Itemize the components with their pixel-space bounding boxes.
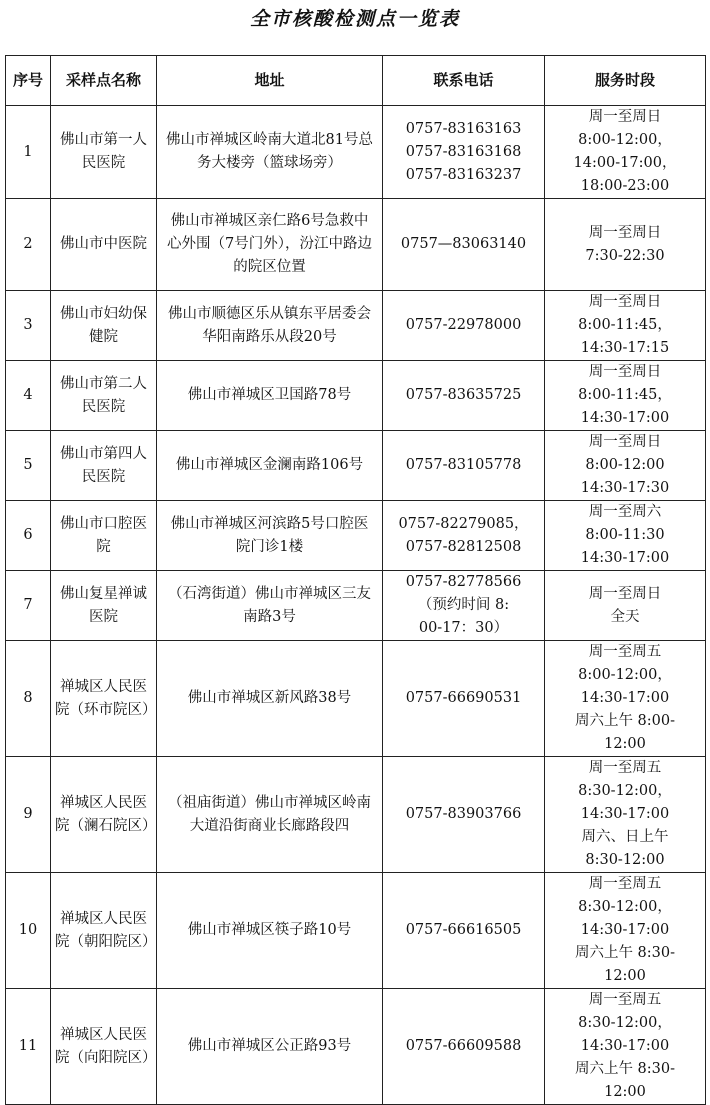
cell-phone [383,757,545,873]
hours-line: 18:00-23:00 [580,178,670,194]
cell-index: 6 [6,501,51,571]
hours-line: 14:30-17:30 [580,480,670,496]
hours-line: 8:30-12:00 [585,852,665,868]
cell-hours [545,291,706,361]
cell-address: （石湾街道）佛山市禅城区三友南路3号 [157,571,383,641]
header-name: 采样点名称 [51,56,157,106]
hours-line: 周六上午 8:30- [574,1061,676,1077]
table-body [6,106,706,1105]
cell-name: 佛山市第一人民医院 [51,106,157,199]
cell-address: 佛山市禅城区岭南大道北81号总务大楼旁（篮球场旁） [157,106,383,199]
cell-hours [545,199,706,291]
table-row [6,757,706,873]
hours-line: 周一至周日 [588,434,662,450]
phone-line: 0757-22978000 [405,317,522,333]
cell-address: 佛山市顺德区乐从镇东平居委会华阳南路乐从段20号 [157,291,383,361]
cell-phone [383,641,545,757]
cell-hours [545,106,706,199]
cell-hours [545,431,706,501]
cell-name: 佛山市口腔医院 [51,501,157,571]
table-row [6,501,706,571]
phone-line: 0757-83163168 [405,143,522,160]
hours-line: 14:30-17:00 [580,806,670,822]
testing-sites-table [5,55,706,1105]
hours-line: 周一至周五 [588,760,662,776]
cell-index: 7 [6,571,51,641]
table-row [6,641,706,757]
hours-line: 14:30-17:00 [580,410,670,426]
hours-line: 周一至周日 [588,585,662,602]
cell-name: 佛山市中医院 [51,199,157,291]
hours-line: 周一至周五 [588,992,662,1008]
phone-line: 0757-83163237 [405,166,522,183]
cell-phone [383,106,545,199]
phone-line: 00-17：30） [418,620,509,636]
table-row [6,199,706,291]
phone-line: 0757-66616505 [405,922,522,938]
table-row [6,361,706,431]
hours-line: 8:00-11:45， [578,387,672,403]
page-title: 全市核酸检测点一览表 [249,8,460,30]
cell-index: 2 [6,199,51,291]
hours-line: 12:00 [604,736,646,752]
phone-line: 0757-66609588 [405,1038,522,1054]
hours-line: 8:00-11:30 [585,527,665,543]
cell-name: 佛山复星禅诚医院 [51,571,157,641]
phone-line: 0757-83635725 [405,387,522,403]
table-row [6,431,706,501]
table-row [6,989,706,1105]
hours-line: 12:00 [604,1084,646,1100]
cell-phone [383,291,545,361]
cell-phone [383,501,545,571]
table-row [6,873,706,989]
cell-name: 佛山市第四人民医院 [51,431,157,501]
table-header-row [6,56,706,106]
table-row [6,291,706,361]
phone-line: （预约时间 8: [417,597,510,613]
phone-line: 0757-83903766 [405,806,522,822]
cell-hours [545,501,706,571]
hours-line: 周一至周五 [588,876,662,892]
cell-hours [545,873,706,989]
cell-index: 10 [6,873,51,989]
hours-line: 14:30-17:00 [580,922,670,938]
cell-address: （祖庙街道）佛山市禅城区岭南大道沿街商业长廊路段四 [157,757,383,873]
hours-line: 14:30-17:00 [580,690,670,706]
hours-line: 8:00-11:45， [578,317,672,333]
cell-hours [545,361,706,431]
cell-hours [545,641,706,757]
phone-line: 0757-83105778 [405,457,522,473]
hours-line: 8:00-12:00， [578,132,672,148]
cell-index: 1 [6,106,51,199]
hours-line: 8:30-12:00， [578,899,672,915]
cell-phone [383,361,545,431]
cell-phone [383,989,545,1105]
hours-line: 8:30-12:00， [578,1015,672,1031]
hours-line: 8:00-12:00， [578,667,672,683]
hours-line: 7:30-22:30 [585,247,665,264]
cell-name: 佛山市第二人民医院 [51,361,157,431]
cell-index: 5 [6,431,51,501]
cell-hours [545,989,706,1105]
hours-line: 周六、日上午 [581,829,669,845]
cell-address: 佛山市禅城区新风路38号 [157,641,383,757]
cell-phone [383,199,545,291]
hours-line: 8:00-12:00 [585,457,665,473]
cell-hours [545,571,706,641]
phone-line: 0757-82279085， [398,515,529,532]
hours-line: 14:30-17:00 [580,550,670,566]
hours-line: 全天 [610,608,640,625]
cell-phone [383,873,545,989]
phone-line: 0757—83063140 [400,236,527,252]
cell-name: 禅城区人民医院（向阳院区） [51,989,157,1105]
phone-line: 0757-82812508 [405,538,522,555]
cell-address: 佛山市禅城区河滨路5号口腔医院门诊1楼 [157,501,383,571]
phone-line: 0757-83163163 [405,120,522,137]
cell-index: 8 [6,641,51,757]
hours-line: 周六上午 8:00- [574,713,676,729]
hours-line: 周一至周五 [588,644,662,660]
cell-address: 佛山市禅城区卫国路78号 [157,361,383,431]
cell-index: 9 [6,757,51,873]
phone-line: 0757-82778566 [405,574,522,590]
hours-line: 14:30-17:00 [580,1038,670,1054]
table-row [6,571,706,641]
cell-name: 禅城区人民医院（澜石院区） [51,757,157,873]
hours-line: 14:30-17:15 [580,340,670,356]
cell-address: 佛山市禅城区公正路93号 [157,989,383,1105]
hours-line: 周一至周日 [588,364,662,380]
phone-line: 0757-66690531 [405,690,522,706]
hours-line: 周一至周六 [588,504,662,520]
cell-name: 禅城区人民医院（环市院区） [51,641,157,757]
cell-index: 3 [6,291,51,361]
hours-line: 8:30-12:00， [578,783,672,799]
header-address: 地址 [157,56,383,106]
cell-hours [545,757,706,873]
hours-line: 周一至周日 [588,224,662,241]
header-phone: 联系电话 [383,56,545,106]
cell-index: 4 [6,361,51,431]
hours-line: 周一至周日 [588,294,662,310]
cell-address: 佛山市禅城区金澜南路106号 [157,431,383,501]
header-hours: 服务时段 [545,56,706,106]
cell-name: 禅城区人民医院（朝阳院区） [51,873,157,989]
cell-name: 佛山市妇幼保健院 [51,291,157,361]
cell-phone [383,431,545,501]
hours-line: 周六上午 8:30- [574,945,676,961]
cell-index: 11 [6,989,51,1105]
hours-line: 周一至周日 [588,109,662,125]
table-row [6,106,706,199]
cell-address: 佛山市禅城区筷子路10号 [157,873,383,989]
header-index: 序号 [6,56,51,106]
hours-line: 14:00-17:00， [573,155,677,171]
cell-address: 佛山市禅城区亲仁路6号急救中心外围（7号门外），汾江中路边的院区位置 [157,199,383,291]
hours-line: 12:00 [604,968,646,984]
cell-phone [383,571,545,641]
